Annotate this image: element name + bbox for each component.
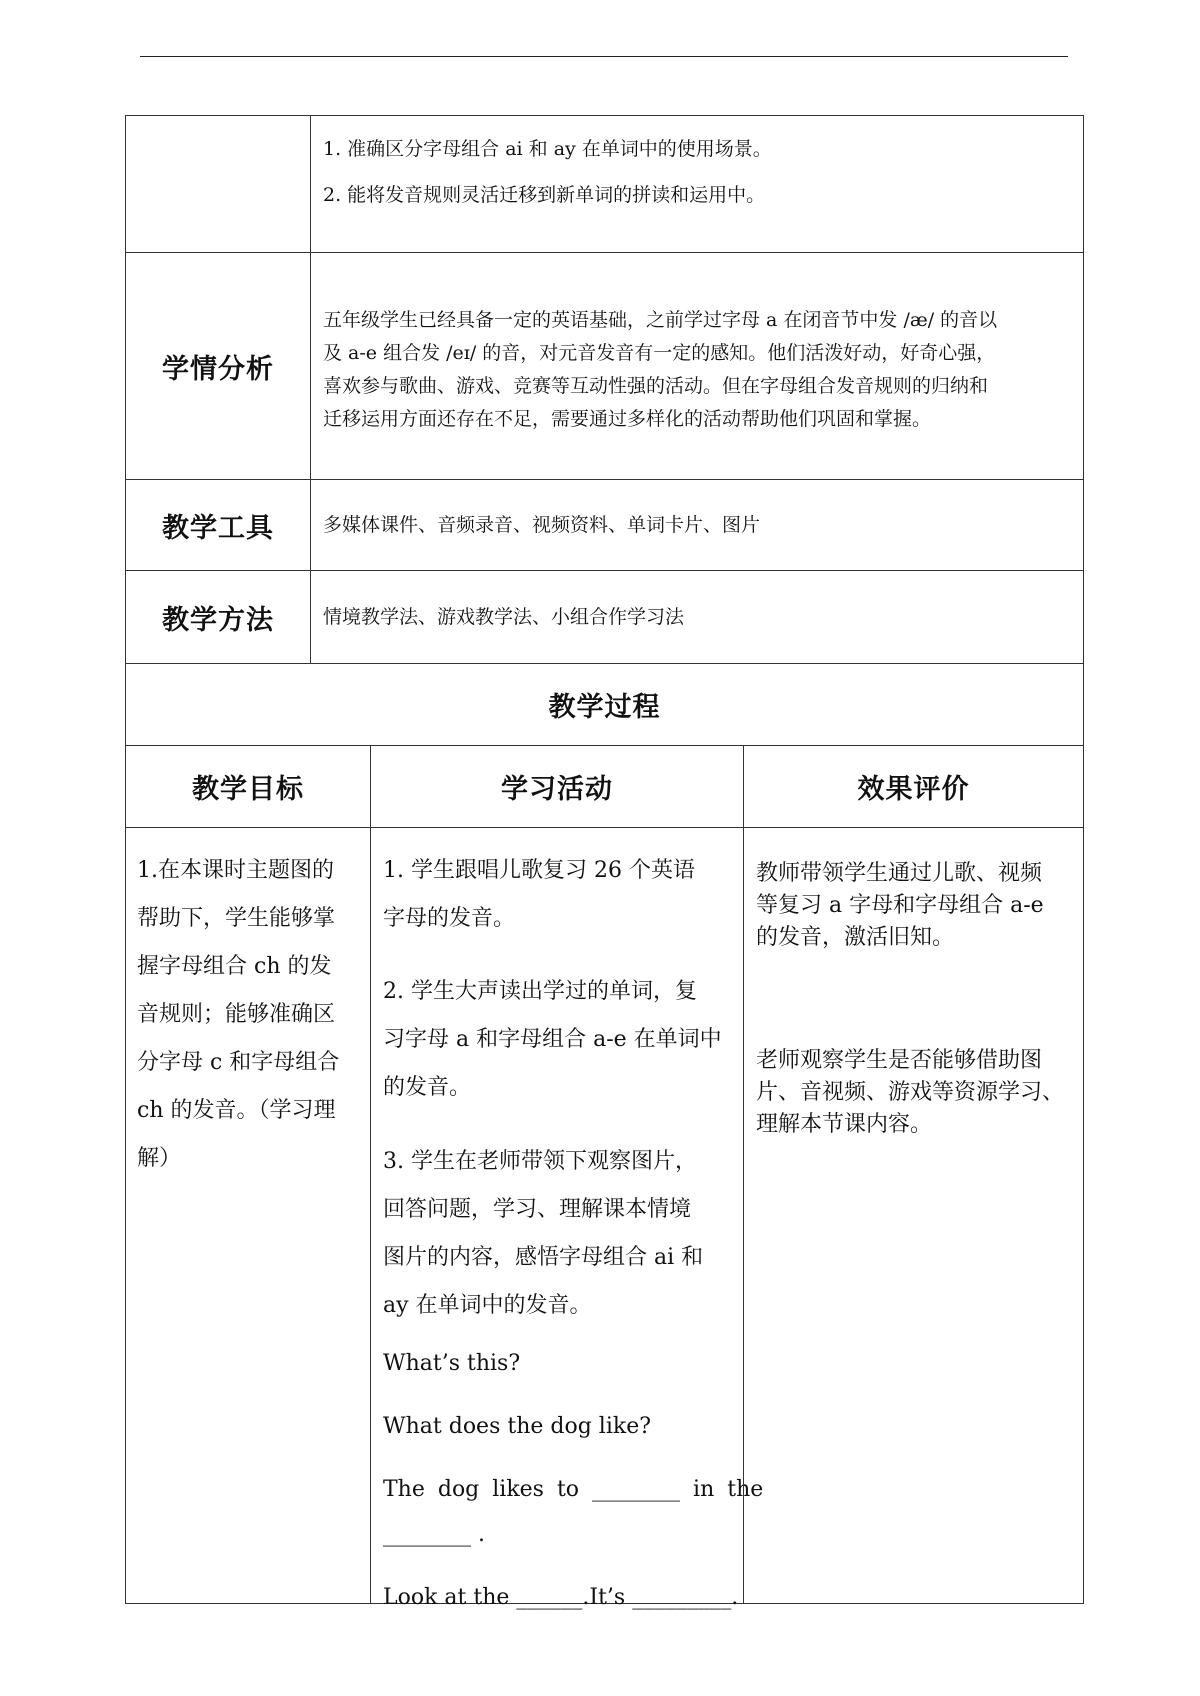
question-look-at: Look at the ______.It’s _________.	[383, 1585, 739, 1610]
header-rule	[140, 56, 1068, 57]
goal-line: 解）	[137, 1146, 182, 1171]
column-header-evaluation: 效果评价	[743, 745, 1084, 828]
goal-line: 1.在本课时主题图的	[137, 858, 334, 883]
process-title: 教学过程	[125, 663, 1084, 746]
question-dog-like: What does the dog like?	[383, 1414, 652, 1439]
methods-content: 情境教学法、游戏教学法、小组合作学习法	[310, 570, 1084, 664]
goal-content	[125, 827, 371, 1604]
goal-line: 分字母 c 和字母组合	[137, 1050, 340, 1075]
activity-content	[370, 827, 764, 1610]
tools-label: 教学工具	[125, 479, 311, 571]
student-analysis-content	[310, 252, 1084, 480]
goal-line: 帮助下，学生能够掌	[137, 906, 336, 931]
evaluation-2: 老师观察学生是否能够借助图 片、音视频、游戏等资源学习、 理解本节课内容。	[756, 1048, 1065, 1137]
student-analysis-label: 学情分析	[125, 252, 311, 480]
evaluation-1: 教师带领学生通过儿歌、视频 等复习 a 字母和字母组合 a-e 的发音，激活旧知。	[756, 861, 1044, 950]
activity-3: 3. 学生在老师带领下观察图片， 回答问题，学习、理解课本情境 图片的内容，感悟字母组合 ai 和 ay 在单词中的发音。	[383, 1149, 704, 1318]
tools-content: 多媒体课件、音频录音、视频资料、单词卡片、图片	[310, 479, 1084, 571]
objective-line: 1. 准确区分字母组合 ai 和 ay 在单词中的使用场景。	[323, 138, 772, 160]
analysis-line: 迁移运用方面还存在不足，需要通过多样化的活动帮助他们巩固和掌握。	[323, 408, 932, 430]
analysis-line: 五年级学生已经具备一定的英语基础，之前学过字母 a 在闭音节中发 /æ/ 的音以	[323, 309, 998, 331]
column-header-goal: 教学目标	[125, 745, 371, 828]
goal-line: 握字母组合 ch 的发	[137, 954, 332, 979]
goal-line: ch 的发音。（学习理	[137, 1098, 336, 1123]
question-dog-likes-to-cont: ________ .	[383, 1522, 485, 1547]
activity-2: 2. 学生大声读出学过的单词，复 习字母 a 和字母组合 a-e 在单词中 的发音。	[383, 979, 722, 1100]
evaluation-content	[743, 827, 1084, 1604]
analysis-line: 及 a-e 组合发 /eɪ/ 的音，对元音发音有一定的感知。他们活泼好动，好奇心强，	[323, 342, 996, 364]
objective-line: 2. 能将发音规则灵活迁移到新单词的拼读和运用中。	[323, 184, 766, 206]
question-dog-likes-to: The dog likes to ________ in the	[383, 1477, 764, 1502]
objectives-label-cell	[125, 115, 311, 253]
methods-label: 教学方法	[125, 570, 311, 664]
question-what-is-this: What’s this?	[383, 1351, 521, 1376]
analysis-line: 喜欢参与歌曲、游戏、竞赛等互动性强的活动。但在字母组合发音规则的归纳和	[323, 375, 989, 397]
objectives-content-cell	[310, 115, 1084, 253]
activity-1: 1. 学生跟唱儿歌复习 26 个英语 字母的发音。	[383, 858, 695, 931]
goal-line: 音规则；能够准确区	[137, 1002, 336, 1027]
column-header-activity: 学习活动	[370, 745, 744, 828]
